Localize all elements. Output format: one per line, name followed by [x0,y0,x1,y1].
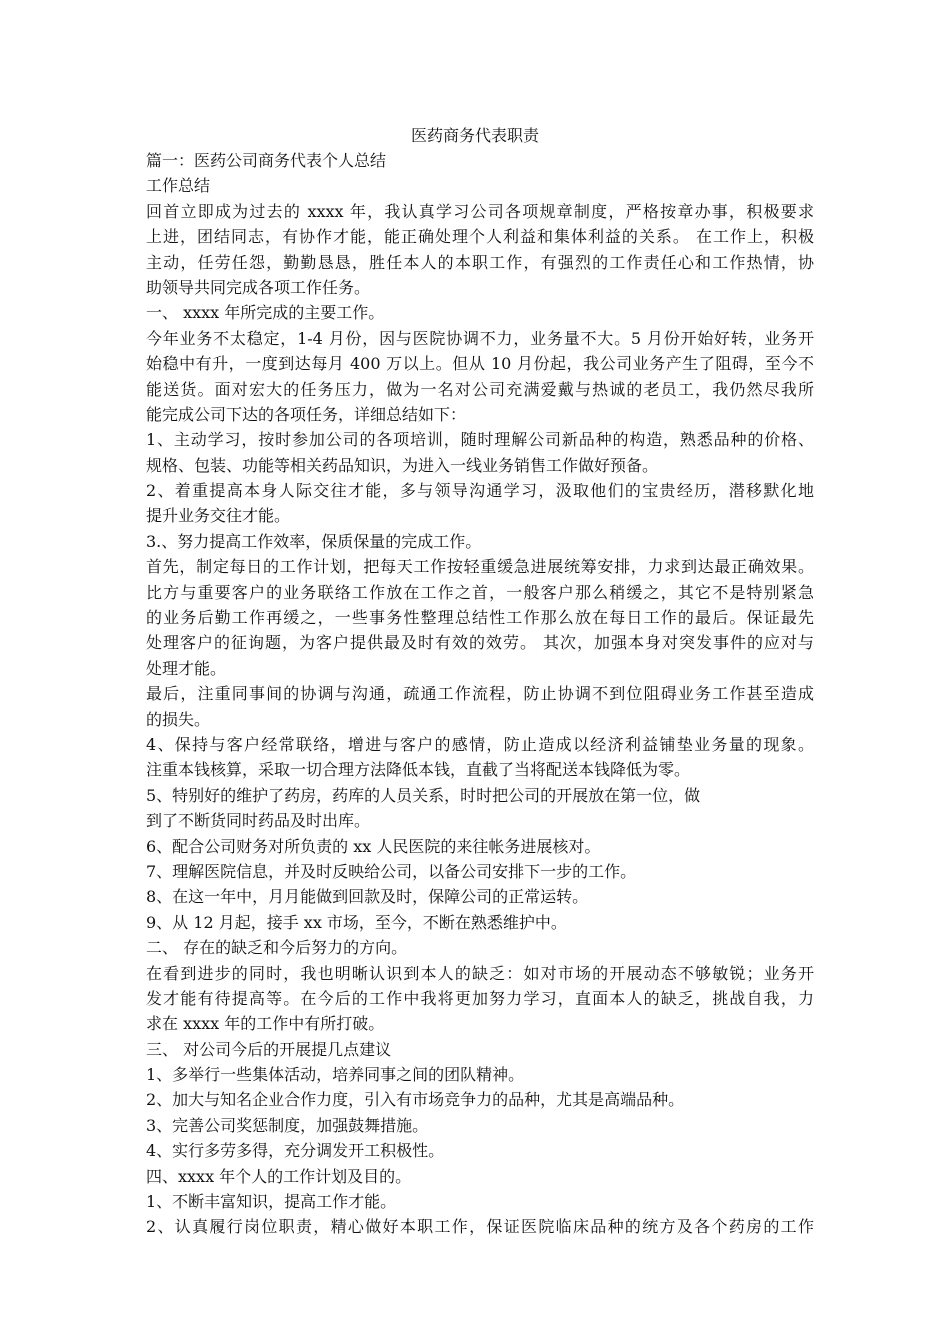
paragraph-line: 首先，制定每日的工作计划，把每天工作按轻重缓急进展统筹安排，力求到达最正确效果。 [146,557,814,577]
paragraph-line: 始稳中有升，一度到达每月 400 万以上。但从 10 月份起，我公司业务产生了阻碍，至今不 [146,354,814,374]
section-heading: 三、 对公司今后的开展提几点建议 [146,1039,392,1059]
list-item: 8、在这一年中，月月能做到回款及时，保障公司的正常运转。 [146,887,589,907]
paragraph-line: 的损失。 [146,709,211,729]
list-item: 1、不断丰富知识，提高工作才能。 [146,1192,397,1212]
section-heading: 篇一：医药公司商务代表个人总结 [146,151,387,170]
list-item: 2、加大与知名企业合作力度，引入有市场竞争力的品种，尤其是高端品种。 [146,1090,685,1110]
paragraph-line: 发才能有待提高等。在今后的工作中我将更加努力学习，直面本人的缺乏，挑战自我，力 [146,988,814,1008]
paragraph-line: 今年业务不太稳定，1-4 月份，因与医院协调不力，业务量不大。5 月份开始好转，业务开 [146,328,814,348]
list-item: 1、多举行一些集体活动，培养同事之间的团队精神。 [146,1065,525,1085]
list-item: 2、着重提高本身人际交往才能，多与领导沟通学习，汲取他们的宝贵经历，潜移默化地 [146,481,814,501]
list-item: 4、实行多劳多得，充分调发开工积极性。 [146,1141,445,1161]
list-item: 3.、努力提高工作效率，保质保量的完成工作。 [146,531,482,551]
list-item: 7、理解医院信息，并及时反映给公司，以备公司安排下一步的工作。 [146,861,637,881]
section-heading: 一、 xxxx 年所完成的主要工作。 [146,303,385,323]
list-item: 3、完善公司奖惩制度，加强鼓舞措施。 [146,1115,429,1135]
list-item: 5、特别好的维护了药房，药库的人员关系，时时把公司的开展放在第一位，做 [146,785,701,805]
document-title: 医药商务代表职责 [410,126,539,145]
list-item-continued: 规格、包装、功能等相关药品知识，为进入一线业务销售工作做好预备。 [146,455,659,475]
subheading: 工作总结 [146,176,211,196]
paragraph-line: 能完成公司下达的各项任务，详细总结如下： [146,404,467,424]
list-item-continued: 注重本钱核算，采取一切合理方法降低本钱，直截了当将配送本钱降低为零。 [146,760,691,780]
paragraph-line: 的业务后勤工作再缓之，一些事务性整理总结性工作那么放在每日工作的最后。保证最先 [146,608,814,628]
paragraph-line: 回首立即成为过去的 xxxx 年，我认真学习公司各项规章制度，严格按章办事，积极要求 [146,201,814,221]
paragraph-line: 能送货。面对宏大的任务压力，做为一名对公司充满爱戴与热诚的老员工，我仍然尽我所 [146,379,814,399]
document-body [146,148,814,1240]
list-item: 2、认真履行岗位职责，精心做好本职工作，保证医院临床品种的统方及各个药房的工作 [146,1217,814,1237]
paragraph-line: 最后，注重同事间的协调与沟通，疏通工作流程，防止协调不到位阻碍业务工作甚至造成 [146,684,814,704]
paragraph-line: 助领导共同完成各项工作任务。 [146,277,371,297]
paragraph-line: 比方与重要客户的业务联络工作放在工作之首，一般客户那么稍缓之，其它不是特别紧急 [146,582,814,602]
list-item: 9、从 12 月起，接手 xx 市场，至今，不断在熟悉维护中。 [146,912,567,932]
list-item-continued: 到了不断货同时药品及时出库。 [146,811,371,831]
list-item: 6、配合公司财务对所负责的 xx 人民医院的来往帐务进展核对。 [146,836,601,856]
list-item: 1、主动学习，按时参加公司的各项培训，随时理解公司新品种的构造，熟悉品种的价格、 [146,430,814,450]
section-heading: 四、xxxx 年个人的工作计划及目的。 [146,1166,412,1186]
paragraph-line: 处理才能。 [146,658,227,678]
paragraph-line: 处理客户的征询题，为客户提供最及时有效的效劳。 其次，加强本身对突发事件的应对与 [146,633,814,653]
section-heading: 二、 存在的缺乏和今后努力的方向。 [146,938,408,958]
paragraph-line: 主动，任劳任怨，勤勤恳恳，胜任本人的本职工作，有强烈的工作责任心和工作热情，协 [146,252,814,272]
list-item-continued: 提升业务交往才能。 [146,506,291,526]
paragraph-line: 上进，团结同志，有协作才能，能正确处理个人利益和集体利益的关系。 在工作上，积极 [146,227,814,247]
paragraph-line: 求在 xxxx 年的工作中有所打破。 [146,1014,385,1034]
paragraph-line: 在看到进步的同时，我也明晰认识到本人的缺乏：如对市场的开展动态不够敏锐；业务开 [146,963,814,983]
list-item: 4、保持与客户经常联络，增进与客户的感情，防止造成以经济利益铺垫业务量的现象。 [146,734,814,754]
